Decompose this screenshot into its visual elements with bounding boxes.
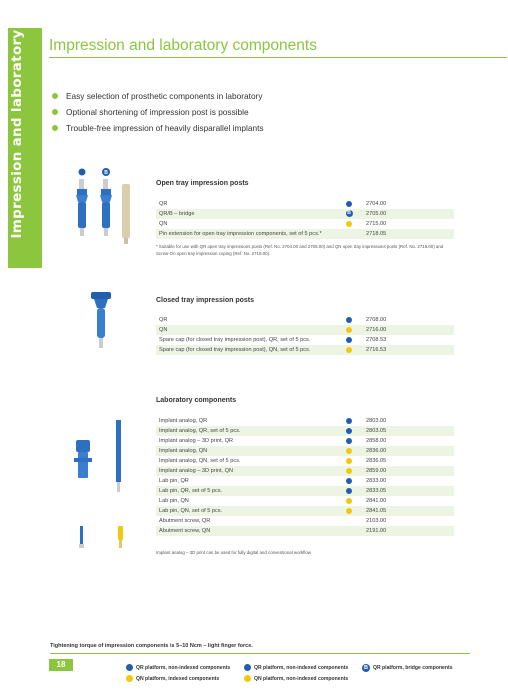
legend-item	[244, 675, 348, 682]
feature-item: Easy selection of prosthetic components in laboratory	[52, 91, 264, 107]
table-row	[156, 476, 454, 486]
legend-label: QR platform, non-indexed components	[136, 664, 231, 671]
table-row	[156, 486, 454, 496]
table-row	[156, 416, 454, 426]
qn-dot-icon	[346, 508, 352, 514]
ref-number: 2803.00	[362, 416, 454, 426]
qr-dot-icon	[346, 478, 352, 484]
platform-marker	[336, 436, 362, 446]
open-tray-title: Open tray impression posts	[156, 180, 249, 187]
platform-marker	[336, 199, 362, 209]
laboratory-title: Laboratory components	[156, 397, 237, 404]
table-row	[156, 426, 454, 436]
platform-marker	[336, 325, 362, 335]
ref-number: 2704.00	[362, 199, 454, 209]
laboratory-footnote: Implant analog – 3D print can be used for fully digital and conventional workflow	[156, 550, 311, 555]
product-name: Lab pin, QN, set of 5 pcs.	[156, 506, 336, 516]
closed-tray-table	[156, 315, 454, 355]
open-tray-posts-illustration	[76, 168, 136, 248]
footer-divider	[50, 653, 470, 654]
ref-number: 2836.00	[362, 446, 454, 456]
table-row	[156, 456, 454, 466]
page-number: 18	[49, 659, 73, 671]
platform-marker	[336, 456, 362, 466]
qr-dot-icon	[346, 337, 352, 343]
bridge-b-icon: B	[362, 664, 370, 672]
platform-marker	[336, 229, 362, 239]
product-name: QN	[156, 325, 336, 335]
qr-dot-icon	[346, 488, 352, 494]
ref-number: 2841.00	[362, 496, 454, 506]
product-name: Implant analog, QR, set of 5 pcs.	[156, 426, 336, 436]
table-row	[156, 325, 454, 335]
table-row	[156, 209, 454, 219]
legend-label: QN platform, non-indexed components	[254, 675, 349, 682]
table-row	[156, 199, 454, 209]
legend-label: QN platform, indexed components	[136, 675, 220, 682]
platform-marker	[336, 335, 362, 345]
page-title: Impression and laboratory components	[49, 37, 317, 54]
platform-marker	[336, 446, 362, 456]
torque-note: Tightening torque of impression components is 5–10 Ncm – light finger force.	[50, 643, 253, 649]
table-row	[156, 345, 454, 355]
ref-number: 2859.00	[362, 466, 454, 476]
platform-marker	[336, 426, 362, 436]
ref-number: 2858.00	[362, 436, 454, 446]
table-row	[156, 315, 454, 325]
ref-number: 2705.00	[362, 209, 454, 219]
ref-number: 2191.00	[362, 526, 454, 536]
feature-list	[52, 91, 264, 139]
ref-number: 2833.05	[362, 486, 454, 496]
ref-number: 2803.05	[362, 426, 454, 436]
platform-marker	[336, 315, 362, 325]
platform-marker	[336, 486, 362, 496]
product-name: QR	[156, 315, 336, 325]
product-name: Abutment screw, QN	[156, 526, 336, 536]
ref-number: 2103.00	[362, 516, 454, 526]
table-row	[156, 335, 454, 345]
closed-tray-title: Closed tray impression posts	[156, 297, 255, 304]
product-name: Implant analog, QN, set of 5 pcs.	[156, 456, 336, 466]
qn-dot-icon	[346, 468, 352, 474]
qr-dot-icon	[346, 317, 352, 323]
product-name: Implant analog, QN	[156, 446, 336, 456]
ref-number: 2715.00	[362, 219, 454, 229]
side-tab-label: Impression and laboratory	[9, 29, 25, 239]
qn-dot-icon	[126, 675, 133, 682]
ref-number: 2718.05	[362, 229, 454, 239]
ref-number: 2708.53	[362, 335, 454, 345]
ref-number: 2716.53	[362, 345, 454, 355]
platform-marker	[336, 416, 362, 426]
platform-marker	[336, 496, 362, 506]
legend-label: QR platform, bridge components	[373, 665, 453, 671]
product-name: Spare cap (for closed tray impression post), QR, set of 5 pcs.	[156, 335, 336, 345]
qn-dot-icon	[244, 675, 251, 682]
platform-marker	[336, 345, 362, 355]
ref-number: 2836.05	[362, 456, 454, 466]
platform-marker	[336, 209, 362, 219]
bridge-marker-label: B	[104, 170, 108, 176]
product-name: Lab pin, QR	[156, 476, 336, 486]
platform-marker	[336, 466, 362, 476]
platform-marker	[336, 516, 362, 526]
bridge-b-icon: B	[347, 210, 351, 217]
product-name: Lab pin, QR, set of 5 pcs.	[156, 486, 336, 496]
product-name: QR/B – bridge	[156, 209, 336, 219]
legend-item	[362, 664, 453, 672]
table-row	[156, 526, 454, 536]
open-tray-table	[156, 199, 454, 239]
feature-item: Trouble-free impression of heavily disparallel implants	[52, 123, 264, 139]
table-row	[156, 229, 454, 239]
closed-tray-post-illustration	[88, 290, 114, 352]
qn-dot-icon	[346, 498, 352, 504]
product-name: Pin extension for open tray impression components, set of 5 pcs.*	[156, 229, 336, 239]
qn-dot-icon	[346, 221, 352, 227]
legend-item	[244, 664, 348, 671]
title-divider	[49, 57, 507, 58]
table-row	[156, 506, 454, 516]
ref-number: 2833.00	[362, 476, 454, 486]
product-name: QR	[156, 199, 336, 209]
platform-marker	[336, 476, 362, 486]
qr-dot-icon	[126, 664, 133, 671]
laboratory-components-illustration	[72, 418, 132, 558]
product-name: Implant analog – 3D print, QR	[156, 436, 336, 446]
product-name: Lab pin, QN	[156, 496, 336, 506]
table-row	[156, 446, 454, 456]
table-row	[156, 436, 454, 446]
table-row	[156, 496, 454, 506]
qn-dot-icon	[346, 458, 352, 464]
legend-item	[126, 675, 219, 682]
qn-dot-icon	[346, 347, 352, 353]
product-name: Spare cap (for closed tray impression post), QN, set of 5 pcs.	[156, 345, 336, 355]
qn-dot-icon	[346, 448, 352, 454]
qn-dot-icon	[346, 327, 352, 333]
open-tray-footnote: * Suitable for use with QR open tray impressions posts (Ref. No. 2704.00 and 2705.00) and QN open tray impressions posts (Ref. No. 2715.00) and Screw-On open tray impression coping (Ref. No. 2719.00).	[156, 244, 444, 256]
qr-dot-icon	[346, 418, 352, 424]
qr-dot-icon	[346, 201, 352, 207]
ref-number: 2841.05	[362, 506, 454, 516]
qr-dot-icon	[346, 428, 352, 434]
table-row	[156, 516, 454, 526]
feature-item: Optional shortening of impression post is possible	[52, 107, 264, 123]
legend-item	[126, 664, 230, 671]
table-row	[156, 219, 454, 229]
ref-number: 2716.00	[362, 325, 454, 335]
product-name: QN	[156, 219, 336, 229]
qr-dot-icon	[244, 664, 251, 671]
ref-number: 2708.00	[362, 315, 454, 325]
product-name: Implant analog – 3D print, QN	[156, 466, 336, 476]
legend-label: QR platform, non-indexed components	[254, 664, 349, 671]
platform-marker	[336, 219, 362, 229]
product-name: Implant analog, QR	[156, 416, 336, 426]
platform-marker	[336, 526, 362, 536]
product-name: Abutment screw, QR	[156, 516, 336, 526]
laboratory-table	[156, 416, 454, 536]
qr-dot-icon	[346, 438, 352, 444]
platform-marker	[336, 506, 362, 516]
table-row	[156, 466, 454, 476]
